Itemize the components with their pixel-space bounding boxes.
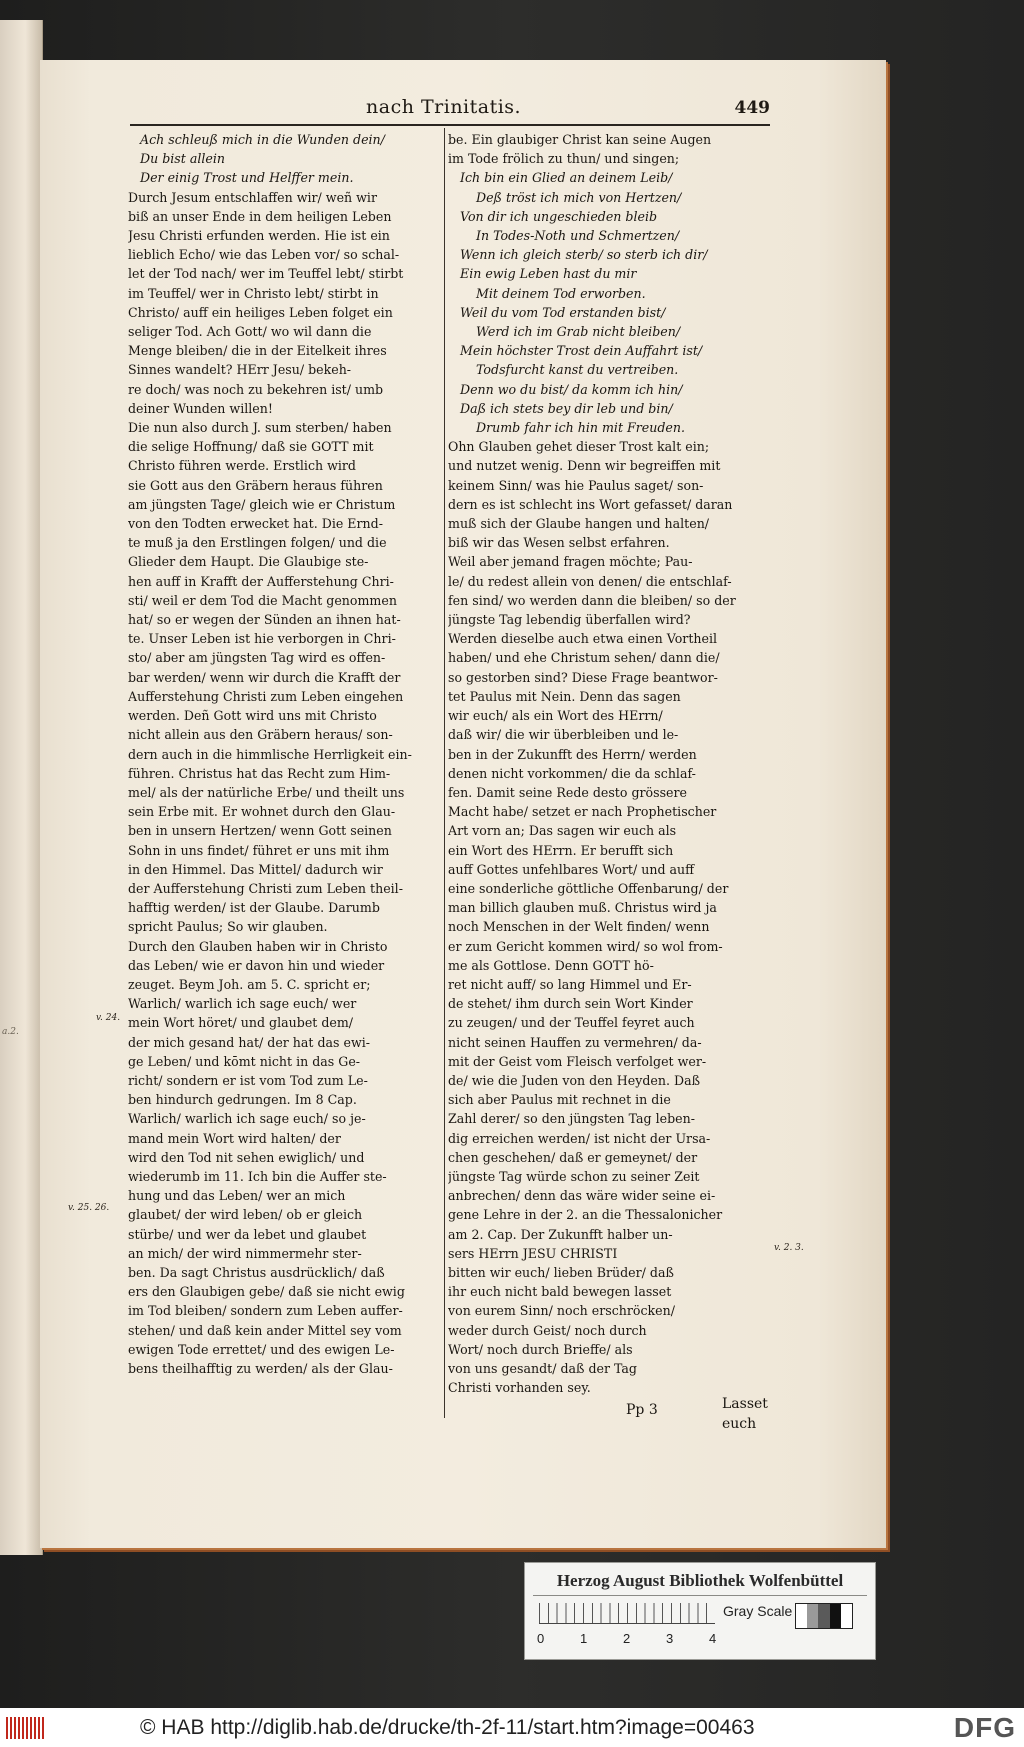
text-line: der Aufferstehung Christi zum Leben theil- [128, 880, 403, 896]
text-line: ihr euch nicht bald bewegen lasset [448, 1284, 672, 1300]
text-line: sti/ weil er dem Tod die Macht genommen [128, 592, 397, 608]
text-line: mit der Geist vom Fleisch verfolget wer- [448, 1053, 707, 1069]
hymn-verse [128, 130, 446, 188]
text-line: zeuget. Beym Joh. am 5. C. spricht er; [128, 976, 371, 992]
running-head-title: nach Trinitatis. [366, 96, 522, 118]
text-line: man billich glauben muß. Christus wird ja [448, 900, 717, 916]
text-line: Christo/ auff ein heiliges Leben folget ein [128, 304, 393, 320]
text-line: chen geschehen/ daß er gemeynet/ der [448, 1149, 698, 1165]
text-line: ben in unsern Hertzen/ wenn Gott seinen [128, 823, 392, 839]
text-line: Der einig Trost und Helffer mein. [140, 170, 354, 186]
column-divider [444, 128, 445, 1418]
grayscale-swatch [807, 1604, 818, 1628]
text-line: Aufferstehung Christi zum Leben eingehen [128, 688, 404, 704]
text-line: te muß ja den Erstlingen folgen/ und die [128, 535, 387, 551]
scale-ruler-base [539, 1623, 715, 1624]
text-column-left [128, 130, 446, 1378]
text-line: sein Erbe mit. Er wohnet durch den Glau- [128, 804, 396, 820]
text-line: im Teuffel/ wer in Christo lebt/ stirbt in [128, 285, 379, 301]
text-line: bens theilhafftig zu werden/ als der Glau- [128, 1361, 393, 1376]
text-line: daß wir/ die wir überbleiben und le- [448, 727, 679, 743]
dfg-logo: DFG [953, 1712, 1016, 1743]
margin-note-v24: v. 24. [96, 1013, 121, 1023]
text-line: Ach schleuß mich in die Wunden dein/ [140, 132, 385, 147]
library-name: Herzog August Bibliothek Wolfenbüttel [556, 1571, 844, 1590]
text-line: stehen/ und daß kein ander Mittel sey vom [128, 1322, 402, 1338]
text-line: von uns gesandt/ daß der Tag [448, 1361, 637, 1376]
text-line: biß an unser Ende in dem heiligen Leben [128, 208, 392, 224]
text-line: Sohn in uns findet/ führet er uns mit ihm [128, 842, 390, 858]
header-rule [130, 124, 770, 126]
text-line: Glieder dem Haupt. Die Glaubige ste- [128, 554, 369, 570]
text-line: seliger Tod. Ach Gott/ wo wil dann die [128, 324, 372, 340]
text-line: re doch/ was noch zu bekehren ist/ umb [128, 381, 384, 397]
text-line: Wenn ich gleich sterb/ so sterb ich dir/ [460, 247, 708, 263]
text-line: spricht Paulus; So wir glauben. [128, 919, 328, 935]
text-line: Du bist allein [140, 151, 225, 167]
text-line: Werd ich im Grab nicht bleiben/ [476, 324, 681, 340]
text-line: ge Leben/ und kōmt nicht in das Ge- [128, 1053, 361, 1069]
grayscale-swatch [830, 1604, 841, 1628]
text-line: Menge bleiben/ die in der Eitelkeit ihres [128, 343, 387, 359]
text-line: so gestorben sind? Diese Frage beantwor- [448, 669, 718, 685]
text-line: und nutzet wenig. Denn wir begreiffen mit [448, 458, 721, 474]
scale-number-0: 0 [537, 1631, 545, 1646]
text-line: Denn wo du bist/ da komm ich hin/ [460, 381, 683, 397]
hab-barcode-icon [6, 1717, 46, 1739]
text-line: ers den Glaubigen gebe/ daß sie nicht ewig [128, 1284, 405, 1300]
text-line: fen. Damit seine Rede desto grössere [448, 784, 687, 800]
text-line: Werden dieselbe auch etwa einen Vortheil [448, 631, 717, 647]
text-line: dern es ist schlecht ins Wort gefasset/ daran [448, 496, 733, 512]
text-line: Ohn Glauben gehet dieser Trost kalt ein; [448, 439, 710, 455]
text-line: noch Menschen in der Welt finden/ wenn [448, 919, 710, 935]
text-line: im Tod bleiben/ sondern zum Leben auffer- [128, 1303, 403, 1319]
text-line: ewigen Tode errettet/ und des ewigen Le- [128, 1341, 395, 1357]
text-line: muß sich der Glaube hangen und halten/ [448, 516, 710, 532]
signature-mark: Pp 3 [626, 1402, 658, 1418]
text-line: hen auff in Krafft der Aufferstehung Chri- [128, 573, 394, 589]
text-line: Christo führen werde. Erstlich wird [128, 458, 356, 474]
color-calibration-bar [524, 1562, 876, 1660]
text-line: ben hindurch gedrungen. Im 8 Cap. [128, 1092, 357, 1108]
grayscale-swatch [796, 1604, 807, 1628]
text-line: deiner Wunden willen! [128, 400, 273, 416]
text-line: Christi vorhanden sey. [448, 1380, 591, 1396]
text-line: Warlich/ warlich ich sage euch/ wer [128, 996, 357, 1012]
grayscale-swatch [818, 1604, 829, 1628]
text-line: Jesu Christi erfunden werden. Hie ist ein [128, 228, 390, 244]
text-line: weder durch Geist/ noch durch [448, 1322, 647, 1338]
text-line: auff Gottes unfehlbares Wort/ und auff [448, 861, 695, 877]
margin-note-left-edge: a.2. [2, 1027, 19, 1037]
text-line: hafftig werden/ ist der Glaube. Darumb [128, 900, 380, 916]
text-line: das Leben/ wie er davon hin und wieder [128, 957, 385, 973]
left-page-edge [0, 20, 43, 1555]
text-line: te. Unser Leben ist hie verborgen in Chri- [128, 631, 396, 647]
text-line: anbrechen/ denn das wäre wider seine ei- [448, 1188, 716, 1204]
text-line: der mich gesand hat/ der hat das ewi- [128, 1034, 371, 1050]
text-line: führen. Christus hat das Recht zum Him- [128, 765, 391, 781]
text-line: fen sind/ wo werden dann die bleiben/ so der [448, 592, 736, 608]
text-line: ben. Da sagt Christus ausdrücklich/ daß [128, 1264, 385, 1280]
text-line: be. Ein glaubiger Christ kan seine Augen [448, 132, 712, 147]
text-line: Durch Jesum entschlaffen wir/ weñ wir [128, 189, 377, 205]
text-line: gene Lehre in der 2. an die Thessalonicher [448, 1207, 723, 1223]
catchword-euch: euch [722, 1416, 757, 1432]
footer-bar [0, 1708, 1024, 1747]
margin-note-v25-26: v. 25. 26. [68, 1203, 110, 1213]
running-head [130, 96, 770, 122]
text-line: biß wir das Wesen selbst erfahren. [448, 535, 670, 551]
grayscale-swatches [795, 1603, 853, 1629]
text-line: dern auch in die himmlische Herrligkeit ein- [128, 746, 412, 762]
text-line: die selige Hoffnung/ daß sie GOTT mit [128, 439, 374, 455]
text-line: ein Wort des HErrn. Er berufft sich [448, 842, 674, 858]
text-line: eine sonderliche göttliche Offenbarung/ der [448, 880, 729, 896]
text-line: lieblich Echo/ wie das Leben vor/ so schal- [128, 247, 400, 263]
text-line: me als Gottlose. Denn GOTT hö- [448, 957, 654, 973]
text-line: Art vorn an; Das sagen wir euch als [448, 823, 677, 839]
text-line: Wort/ noch durch Brieffe/ als [448, 1341, 633, 1357]
text-line: dig erreichen werden/ ist nicht der Ursa- [448, 1130, 711, 1146]
text-line: Ein ewig Leben hast du mir [460, 266, 637, 282]
text-line: haben/ und ehe Christum sehen/ dann die/ [448, 650, 720, 666]
hymn-verse [448, 168, 766, 437]
text-line: wird den Tod nit sehen ewiglich/ und [128, 1149, 365, 1165]
text-line: sich aber Paulus mit rechnet in die [448, 1092, 671, 1108]
scale-number-1: 1 [580, 1631, 588, 1646]
grayscale-swatch [841, 1604, 852, 1628]
text-line: sie Gott aus den Gräbern heraus führen [128, 477, 383, 493]
text-line: Von dir ich ungeschieden bleib [460, 208, 658, 224]
text-line: Deß tröst ich mich von Hertzen/ [476, 189, 682, 205]
text-line: er zum Gericht kommen wird/ so wol from- [448, 938, 723, 954]
text-line: de stehet/ ihm durch sein Wort Kinder [448, 996, 693, 1012]
text-line: nicht allein aus den Gräbern heraus/ son- [128, 727, 393, 743]
text-line: wir euch/ als ein Wort des HErrn/ [448, 708, 663, 724]
text-line: am jüngsten Tage/ gleich wie er Christum [128, 496, 396, 512]
text-line: stürbe/ und wer da lebet und glaubet [128, 1226, 367, 1242]
colorbar-divider [533, 1595, 867, 1596]
text-line: hung und das Leben/ wer an mich [128, 1188, 346, 1204]
text-line: am 2. Cap. Der Zukunfft halber un- [448, 1226, 673, 1242]
text-line: Weil du vom Tod erstanden bist/ [460, 304, 666, 320]
text-line: Todsfurcht kanst du vertreiben. [476, 362, 679, 378]
text-line: ret nicht auff/ so lang Himmel und Er- [448, 976, 692, 992]
text-line: Daß ich stets bey dir leb und bin/ [460, 400, 673, 416]
text-line: Sinnes wandelt? HErr Jesu/ bekeh- [128, 362, 352, 378]
scale-ruler [539, 1603, 715, 1623]
text-line: Warlich/ warlich ich sage euch/ so je- [128, 1111, 366, 1127]
text-line: an mich/ der wird nimmermehr ster- [128, 1245, 362, 1261]
text-line: denen nicht vorkommen/ die da schlaf- [448, 765, 696, 781]
grayscale-label: Gray Scale [723, 1603, 793, 1619]
text-line: ben in der Zukunfft des Herrn/ werden [448, 746, 697, 762]
text-line: Ich bin ein Glied an deinem Leib/ [460, 170, 673, 186]
text-line: sers HErrn JESU CHRISTI [448, 1245, 618, 1261]
text-line: jüngste Tag würde schon zu seiner Zeit [448, 1168, 700, 1184]
text-line: Die nun also durch J. sum sterben/ haben [128, 420, 392, 436]
text-line: le/ du redest allein von denen/ die entschlaf- [448, 573, 732, 589]
text-line: Drumb fahr ich hin mit Freuden. [476, 420, 685, 436]
text-line: Mein höchster Trost dein Auffahrt ist/ [460, 343, 703, 359]
text-line: tet Paulus mit Nein. Denn das sagen [448, 688, 681, 704]
text-line: In Todes-Noth und Schmertzen/ [476, 228, 680, 244]
text-line: von eurem Sinn/ noch erschröcken/ [448, 1303, 675, 1319]
text-line: keinem Sinn/ was hie Paulus saget/ son- [448, 477, 704, 493]
catchword-lasset: Lasset [722, 1396, 768, 1412]
text-line: richt/ sondern er ist vom Tod zum Le- [128, 1072, 368, 1088]
scale-number-2: 2 [623, 1631, 631, 1646]
text-line: mand mein Wort wird halten/ der [128, 1130, 341, 1146]
text-column-right [448, 130, 766, 1397]
text-line: nicht seinen Hauffen zu vermehren/ da- [448, 1034, 702, 1050]
text-line: zu zeugen/ und der Teuffel feyret auch [448, 1015, 695, 1031]
text-line: in den Himmel. Das Mittel/ dadurch wir [128, 861, 383, 877]
scale-number-4: 4 [709, 1631, 717, 1646]
text-line: mel/ als der natürliche Erbe/ und theilt uns [128, 784, 405, 800]
text-line: bitten wir euch/ lieben Brüder/ daß [448, 1264, 674, 1280]
margin-note-v2-3: v. 2. 3. [774, 1243, 804, 1253]
text-line: sto/ aber am jüngsten Tag wird es offen- [128, 650, 386, 666]
text-line: Zahl derer/ so den jüngsten Tag leben- [448, 1111, 695, 1127]
text-line: im Tode frölich zu thun/ und singen; [448, 151, 680, 167]
text-line: Weil aber jemand fragen möchte; Pau- [448, 554, 693, 570]
text-line: mein Wort höret/ und glaubet dem/ [128, 1015, 354, 1031]
text-line: Mit deinem Tod erworben. [476, 285, 646, 301]
text-line: jüngste Tag lebendig überfallen wird? [448, 612, 691, 628]
page-number: 449 [734, 98, 770, 118]
text-line: wiederumb im 11. Ich bin die Auffer ste- [128, 1168, 387, 1184]
text-line: glaubet/ der wird leben/ ob er gleich [128, 1207, 363, 1223]
copyright-url-text[interactable]: © HAB http://diglib.hab.de/drucke/th-2f-11/start.htm?image=00463 [140, 1716, 755, 1739]
text-line: Macht habe/ setzet er nach Prophetischer [448, 804, 717, 820]
text-line: hat/ so er wegen der Sünden an ihnen hat- [128, 612, 401, 628]
text-line: Durch den Glauben haben wir in Christo [128, 938, 388, 954]
scale-number-3: 3 [666, 1631, 674, 1646]
text-line: werden. Deñ Gott wird uns mit Christo [128, 708, 377, 724]
text-line: bar werden/ wenn wir durch die Krafft der [128, 669, 401, 685]
text-line: von den Todten erwecket hat. Die Ernd- [128, 516, 383, 532]
text-line: let der Tod nach/ wer im Teuffel lebt/ stirbt [128, 266, 404, 282]
text-line: de/ wie die Juden von den Heyden. Daß [448, 1072, 700, 1088]
